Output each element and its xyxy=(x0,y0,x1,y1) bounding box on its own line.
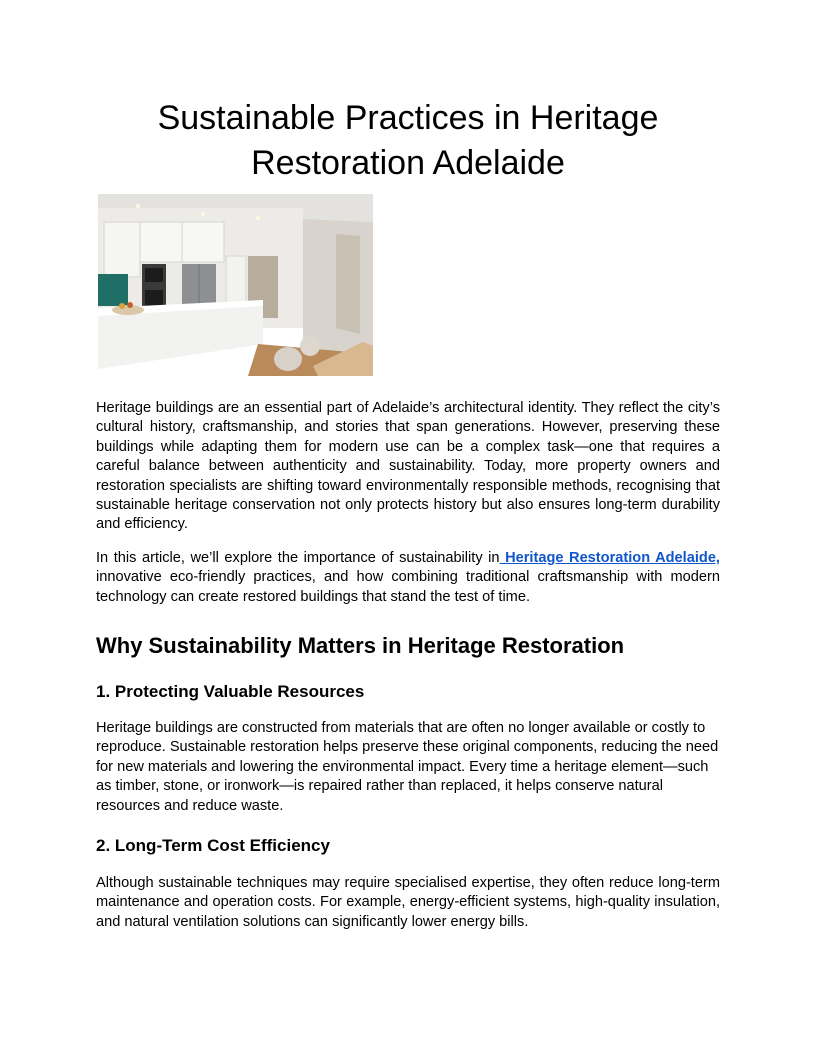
cost-efficiency-paragraph: Although sustainable techniques may require specialised expertise, they often reduce long-term maintenance and operation costs. For example, energy-efficient systems, high-quality insulation, and natural ventilation solutions can significantly lower energy bills. xyxy=(96,875,720,930)
subheading-protecting-resources: 1. Protecting Valuable Resources xyxy=(96,682,365,701)
title-line-2: Restoration Adelaide xyxy=(251,144,565,182)
overview-text-start: In this article, we’ll explore the importance of sustainability in xyxy=(96,550,500,566)
intro-paragraph: Heritage buildings are an essential part of Adelaide’s architectural identity. They reflect the city’s cultural history, craftsmanship, and stories that span generations. However, preserving these buildings while adapting them for modern use can be a complex task—one that requires a careful balance between authenticity and sustainability. Today, more property owners and restoration specialists are shifting toward environmentally responsible methods, recognising that sustainable heritage conservation not only protects history but also ensures long-term durability and efficiency. xyxy=(96,400,720,533)
kitchen-photo-illustration xyxy=(98,194,373,376)
section-heading: Why Sustainability Matters in Heritage Restoration xyxy=(96,633,625,658)
kitchen-photo xyxy=(98,194,373,376)
page-title xyxy=(96,96,720,186)
protecting-resources-paragraph: Heritage buildings are constructed from materials that are often no longer available or costly to reproduce. Sustainable restoration helps preserve these original components, reducing the need for new materials and lowering the environmental impact. Every time a heritage element—such as timber, stone, or ironwork—is repaired rather than replaced, it helps conserve natural resources and reduce waste. xyxy=(96,720,719,814)
title-line-1: Sustainable Practices in Heritage xyxy=(157,99,659,137)
heritage-restoration-link[interactable]: Heritage Restoration Adelaide, xyxy=(499,550,720,566)
subheading-cost-efficiency: 2. Long-Term Cost Efficiency xyxy=(96,836,330,855)
overview-text-end: innovative eco-friendly practices, and how combining traditional craftsmanship with modern technology can create restored buildings that stand the test of time. xyxy=(96,569,720,605)
article-overview-paragraph xyxy=(96,549,720,607)
